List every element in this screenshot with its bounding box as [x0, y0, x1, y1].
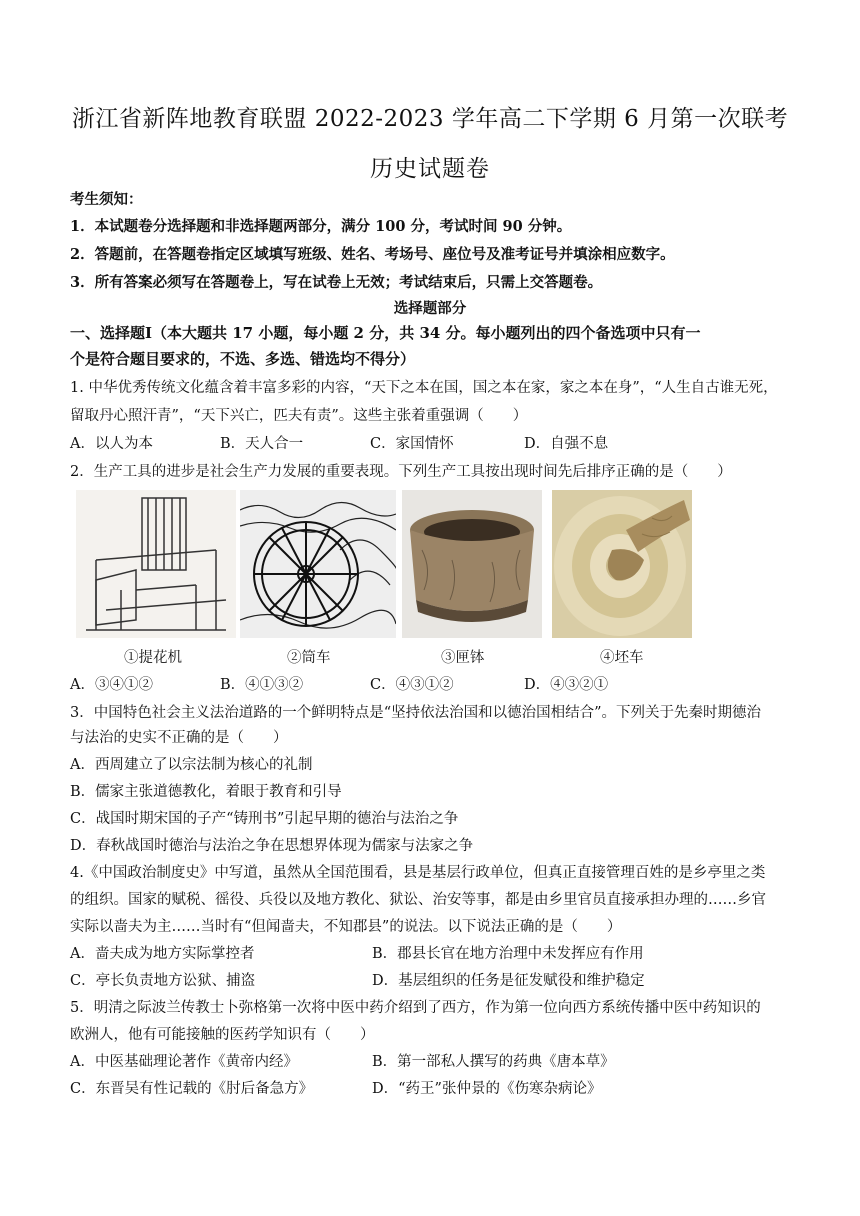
q4-option-a[interactable]: A．啬夫成为地方实际掌控者	[70, 946, 255, 962]
notice-heading: 考生须知：	[70, 191, 143, 208]
water-wheel-image	[240, 490, 396, 638]
q1-option-a[interactable]: A．以人为本	[70, 436, 153, 452]
notice-item: 3．所有答案必须写在答题卷上，写在试卷上无效；考试结束后，只需上交答题卷。	[70, 274, 603, 291]
q3-option-c[interactable]: C．战国时期宋国的子产“铸刑书”引起早期的德治与法治之争	[70, 811, 459, 827]
q1-option-c[interactable]: C．家国情怀	[370, 436, 454, 452]
q4-option-d[interactable]: D．基层组织的任务是征发赋役和维护稳定	[372, 973, 645, 989]
q2-caption-2: ②筒车	[287, 650, 331, 666]
q2-caption-3: ③匣钵	[441, 650, 485, 666]
q4-option-b[interactable]: B．郡县长官在地方治理中未发挥应有作用	[372, 946, 644, 962]
q5-option-a[interactable]: A．中医基础理论著作《黄帝内经》	[70, 1054, 298, 1070]
potters-wheel-image	[552, 490, 692, 638]
exam-subtitle: 历史试题卷	[370, 156, 490, 182]
notice-item: 2．答题前，在答题卷指定区域填写班级、姓名、考场号、座位号及准考证号并填涂相应数字。	[70, 246, 675, 263]
q2-option-c[interactable]: C．④③①②	[370, 677, 454, 693]
q3-option-a[interactable]: A．西周建立了以宗法制为核心的礼制	[70, 757, 313, 773]
q3-stem-cont: 与法治的史实不正确的是（ ）	[70, 730, 288, 746]
water-wheel-icon	[240, 490, 396, 638]
notice-item: 1．本试题卷分选择题和非选择题两部分，满分 100 分，考试时间 90 分钟。	[70, 218, 572, 235]
section-heading-cont: 个是符合题目要求的，不选、多选、错选均不得分）	[70, 350, 416, 368]
q2-stem: 2．生产工具的进步是社会生产力发展的重要表现。下列生产工具按出现时间先后排序正确的是（ ）	[70, 464, 732, 480]
q5-stem: 5．明清之际波兰传教士卜弥格第一次将中医中药介绍到了西方，作为第一位向西方系统传播中医中药知识的	[70, 1000, 761, 1016]
q2-caption-1: ①提花机	[124, 650, 182, 666]
q1-option-b[interactable]: B．天人合一	[220, 436, 304, 452]
q2-option-a[interactable]: A．③④①②	[70, 677, 153, 693]
q5-option-c[interactable]: C．东晋吴有性记载的《肘后备急方》	[70, 1081, 314, 1097]
saggar-icon	[402, 490, 542, 638]
q1-option-d[interactable]: D．自强不息	[524, 436, 609, 452]
q5-stem-cont: 欧洲人，他有可能接触的医药学知识有（ ）	[70, 1027, 375, 1043]
q4-stem-cont: 实际以啬夫为主……当时有“但闻啬夫，不知郡县”的说法。以下说法正确的是（ ）	[70, 919, 622, 935]
q5-option-d[interactable]: D．“药王”张仲景的《伤寒杂病论》	[372, 1081, 602, 1097]
q1-stem-cont: 留取丹心照汗青”，“天下兴亡，匹夫有责”。这些主张着重强调（ ）	[70, 408, 528, 424]
q3-option-b[interactable]: B．儒家主张道德教化，着眼于教育和引导	[70, 784, 342, 800]
potters-wheel-icon	[552, 490, 692, 638]
jacquard-loom-icon	[76, 490, 236, 638]
q2-caption-4: ④坯车	[600, 650, 644, 666]
jacquard-loom-image	[76, 490, 236, 638]
q4-option-c[interactable]: C．亭长负责地方讼狱、捕盗	[70, 973, 256, 989]
q3-stem: 3．中国特色社会主义法治道路的一个鲜明特点是“坚持依法治国和以德治国相结合”。下列关于先秦时期德治	[70, 705, 762, 721]
q4-stem: 4.《中国政治制度史》中写道，虽然从全国范围看，县是基层行政单位，但真正直接管理百姓的是乡亭里之类	[70, 865, 766, 881]
section-heading: 一、选择题Ⅰ（本大题共 17 小题，每小题 2 分，共 34 分。每小题列出的四个备选项中只有一	[70, 324, 701, 342]
section-title: 选择题部分	[393, 300, 467, 317]
exam-title: 浙江省新阵地教育联盟 2022-2023 学年高二下学期 6 月第一次联考	[71, 106, 789, 132]
q3-option-d[interactable]: D．春秋战国时德治与法治之争在思想界体现为儒家与法家之争	[70, 838, 474, 854]
q2-option-d[interactable]: D．④③②①	[524, 677, 609, 693]
saggar-image	[402, 490, 542, 638]
q5-option-b[interactable]: B．第一部私人撰写的药典《唐本草》	[372, 1054, 615, 1070]
q4-stem-cont: 的组织。国家的赋税、徭役、兵役以及地方教化、狱讼、治安等事，都是由乡里官员直接承担办理的……乡官	[70, 892, 766, 908]
q2-option-b[interactable]: B．④①③②	[220, 677, 304, 693]
q1-stem: 1. 中华优秀传统文化蕴含着丰富多彩的内容，“天下之本在国，国之本在家，家之本在身”，“人生自古谁无死，	[70, 380, 778, 396]
